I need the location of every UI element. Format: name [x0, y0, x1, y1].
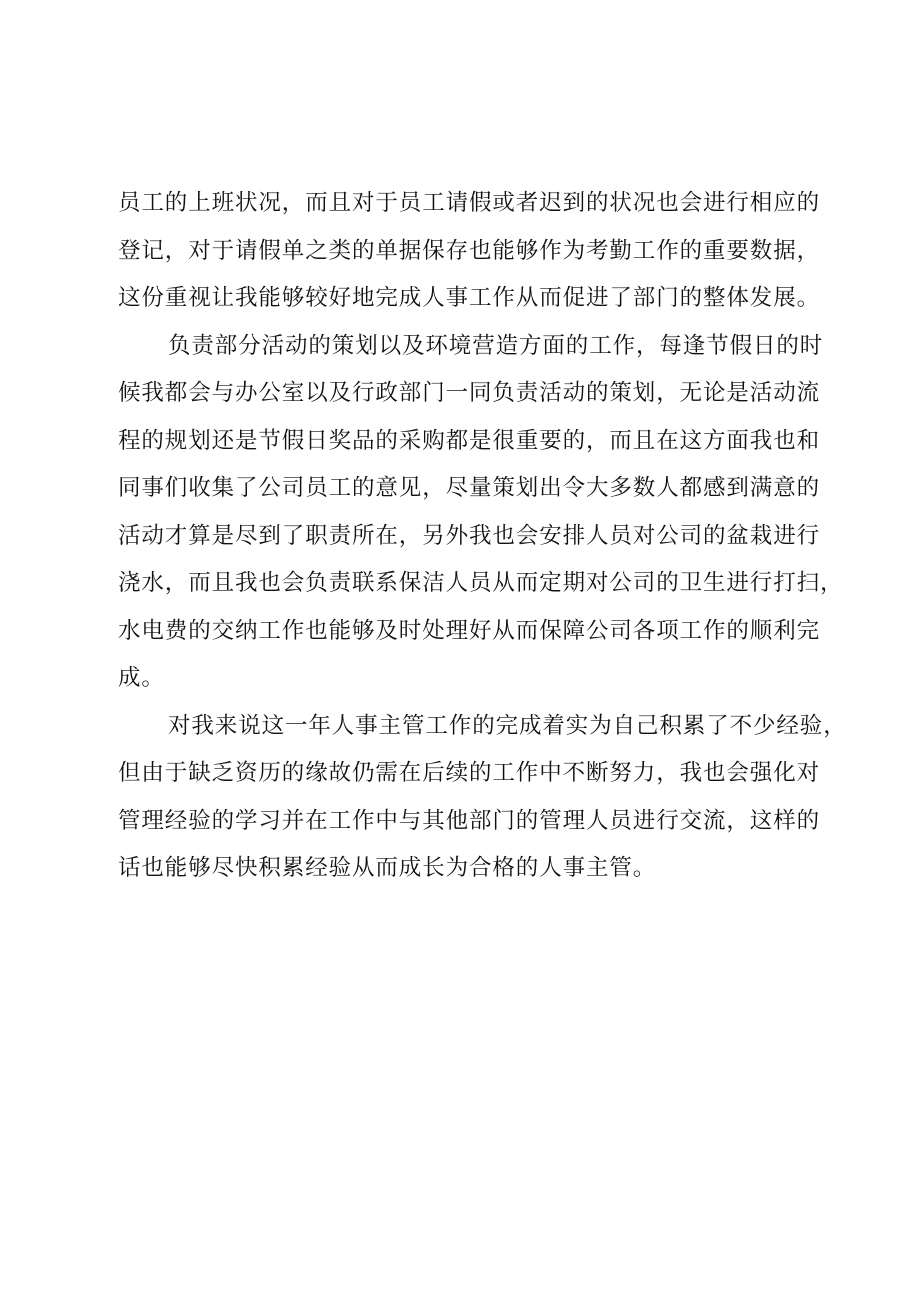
paragraph-2-line-5: 活动才算是尽到了职责所在，另外我也会安排人员对公司的盆栽进行 — [118, 522, 821, 549]
paragraph-3-line-3: 管理经验的学习并在工作中与其他部门的管理人员进行交流，这样的 — [118, 807, 821, 834]
paragraph-2-line-4: 同事们收集了公司员工的意见，尽量策划出令大多数人都感到满意的 — [118, 475, 821, 501]
paragraph-2-line-7: 水电费的交纳工作也能够及时处理好从而保障公司各项工作的顺利完 — [118, 617, 821, 644]
paragraph-3-line-2: 但由于缺乏资历的缘故仍需在后续的工作中不断努力，我也会强化对 — [118, 760, 821, 786]
document-body — [118, 180, 847, 893]
paragraph-1-line-1: 员工的上班状况，而且对于员工请假或者迟到的状况也会进行相应的 — [118, 190, 821, 216]
paragraph-1-line-2: 登记，对于请假单之类的单据保存也能够作为考勤工作的重要数据， — [118, 237, 821, 264]
paragraph-1-line-3: 这份重视让我能够较好地完成人事工作从而促进了部门的整体发展。 — [118, 285, 821, 311]
paragraph-2-line-2: 候我都会与办公室以及行政部门一同负责活动的策划，无论是活动流 — [118, 380, 821, 406]
paragraph-2-line-6: 浇水，而且我也会负责联系保洁人员从而定期对公司的卫生进行打扫， — [118, 570, 844, 596]
paragraph-2-line-3: 程的规划还是节假日奖品的采购都是很重要的，而且在这方面我也和 — [118, 427, 821, 454]
paragraph-2-line-8: 成。 — [118, 665, 165, 691]
paragraph-2-line-1: 负责部分活动的策划以及环境营造方面的工作，每逢节假日的时 — [168, 332, 824, 359]
paragraph-3-line-1: 对我来说这一年人事主管工作的完成着实为自己积累了不少经验， — [168, 712, 847, 739]
paragraph-3-line-4: 话也能够尽快积累经验从而成长为合格的人事主管。 — [118, 855, 657, 881]
